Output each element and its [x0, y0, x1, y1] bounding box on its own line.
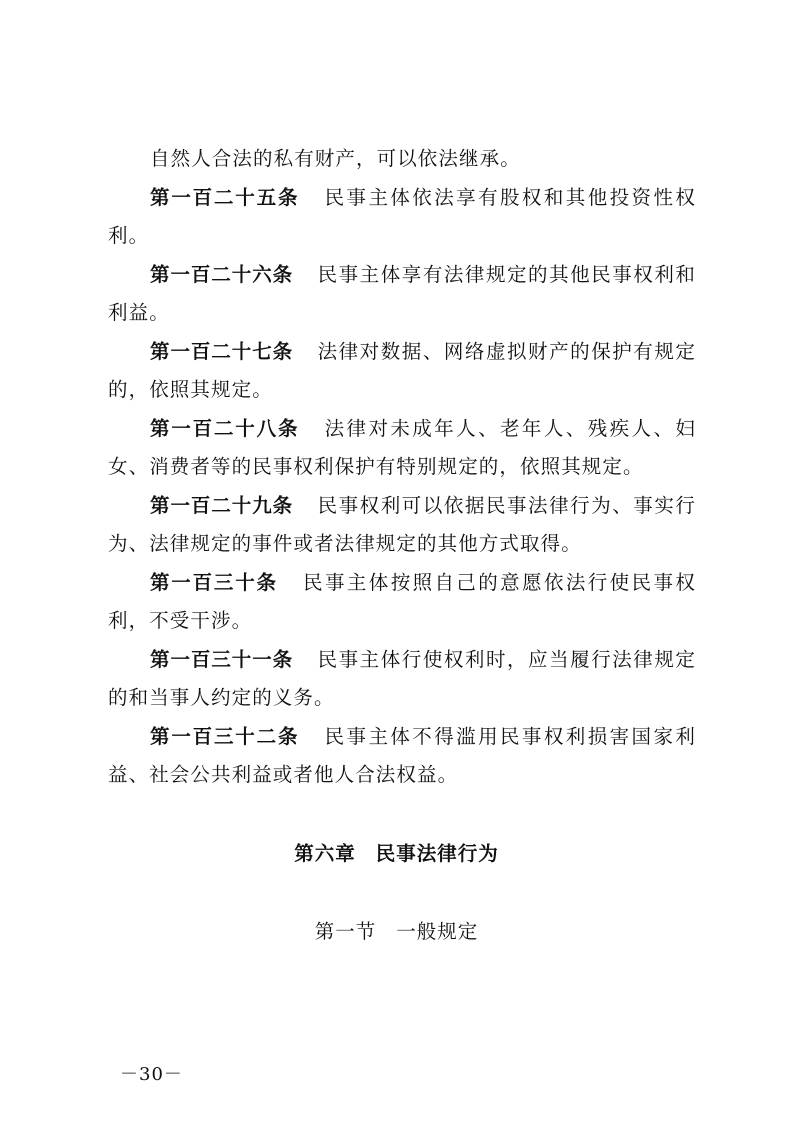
article-text: 民事主体按照自己的意愿依法行使民事权利，不受干涉。 — [108, 570, 696, 632]
paragraph-continuation — [108, 140, 696, 179]
page-number: －30－ — [120, 1064, 183, 1085]
article-text: 民事主体依法享有股权和其他投资性权利。 — [108, 185, 696, 247]
article-text: 民事权利可以依据民事法律行为、事实行为、法律规定的事件或者法律规定的其他方式取得。 — [108, 493, 696, 555]
article-126 — [108, 256, 696, 333]
article-text: 民事主体享有法律规定的其他民事权利和利益。 — [108, 262, 696, 324]
article-number: 第一百二十八条 — [150, 416, 300, 440]
article-number: 第一百二十七条 — [150, 339, 294, 363]
article-130 — [108, 564, 696, 641]
article-125 — [108, 179, 696, 256]
article-number: 第一百三十一条 — [150, 647, 294, 671]
section-number: 第一节 — [314, 920, 377, 943]
chapter-number: 第六章 — [294, 842, 356, 865]
article-text: 民事主体不得滥用民事权利损害国家利益、社会公共利益或者他人合法权益。 — [108, 724, 696, 786]
section-title: 一般规定 — [396, 920, 479, 943]
article-128 — [108, 410, 696, 487]
section-heading — [0, 916, 793, 944]
article-number: 第一百二十五条 — [150, 185, 300, 209]
paragraph-text: 自然人合法的私有财产，可以依法继承。 — [150, 147, 521, 170]
article-text: 法律对数据、网络虚拟财产的保护有规定的，依照其规定。 — [108, 339, 696, 401]
article-number: 第一百二十九条 — [150, 493, 294, 517]
chapter-title: 民事法律行为 — [375, 842, 499, 865]
article-131 — [108, 641, 696, 718]
chapter-heading — [0, 838, 793, 866]
article-number: 第一百二十六条 — [150, 262, 294, 286]
article-number: 第一百三十条 — [150, 570, 278, 594]
article-127 — [108, 333, 696, 410]
article-text-block — [108, 140, 696, 795]
article-text: 民事主体行使权利时，应当履行法律规定的和当事人约定的义务。 — [108, 647, 696, 709]
article-132 — [108, 718, 696, 795]
article-number: 第一百三十二条 — [150, 724, 300, 748]
article-text: 法律对未成年人、老年人、残疾人、妇女、消费者等的民事权利保护有特别规定的，依照其规定。 — [108, 416, 696, 478]
article-129 — [108, 487, 696, 564]
